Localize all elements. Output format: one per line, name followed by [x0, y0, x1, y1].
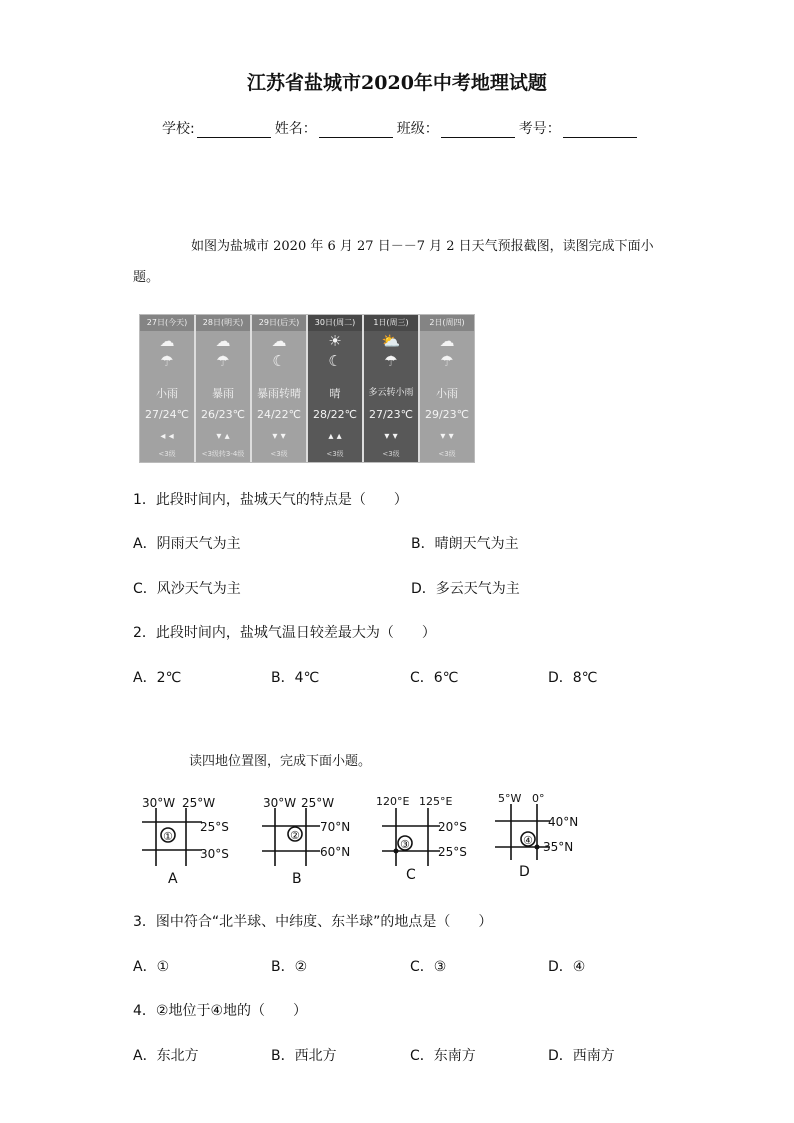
q2-option-c[interactable]: C．6℃	[410, 670, 459, 686]
question-4-stem: 4．②地位于④地的（ ）	[133, 1003, 308, 1019]
forecast-condition: 暴雨	[212, 387, 234, 400]
forecast-condition: 小雨	[156, 387, 178, 400]
rain-icon: ☁	[271, 332, 287, 350]
question-2-stem: 2．此段时间内，盐城气温日较差最大为（ ）	[133, 625, 436, 641]
wind-direction-icon: ▾ ▾	[384, 431, 398, 442]
forecast-temp: 28/22℃	[312, 408, 358, 421]
map-c-label: C	[406, 867, 416, 883]
map-a-lon1: 30°W	[142, 796, 176, 810]
school-blank[interactable]	[197, 121, 271, 138]
map-a-lon2: 25°W	[182, 796, 216, 810]
class-label: 班级：	[396, 121, 439, 137]
intro-2: 读四地位置图，完成下面小题。	[189, 754, 372, 769]
forecast-day	[196, 315, 250, 462]
q1-option-d[interactable]: D．多云天气为主	[411, 581, 520, 597]
forecast-temp: 27/24℃	[144, 408, 190, 421]
map-d-lon2: 0°	[532, 792, 545, 805]
forecast-day	[364, 315, 418, 462]
rain-icon: ☂	[216, 352, 230, 370]
forecast-day	[420, 315, 474, 462]
wind-direction-icon: ▴ ▴	[328, 431, 342, 442]
wind-level: <3级	[158, 450, 176, 458]
question-1-stem: 1．此段时间内，盐城天气的特点是（ ）	[133, 492, 408, 508]
map-d-lat1: 40°N	[548, 815, 579, 829]
map-a-lat2: 30°S	[200, 847, 229, 861]
forecast-date: 29日(后天)	[252, 315, 306, 331]
q3-option-d[interactable]: D．④	[548, 959, 586, 975]
rain-icon: ☂	[440, 352, 454, 370]
forecast-condition: 小雨	[436, 387, 458, 400]
q4-option-b[interactable]: B．西北方	[271, 1048, 337, 1064]
map-b-lat2: 60°N	[320, 845, 351, 859]
q4-option-c[interactable]: C．东南方	[410, 1048, 476, 1064]
q3-option-c[interactable]: C．③	[410, 959, 447, 975]
moon-icon: ☾	[272, 352, 286, 370]
map-a-point-label: ①	[163, 830, 173, 843]
q3-option-a[interactable]: A．①	[133, 959, 170, 975]
wind-level: <3级	[270, 450, 288, 458]
forecast-date: 30日(周二)	[308, 315, 362, 331]
student-info-row	[162, 118, 641, 138]
wind-direction-icon: ▾ ▴	[216, 431, 230, 442]
q2-option-b[interactable]: B．4℃	[271, 670, 320, 686]
map-d-lon1: 5°W	[498, 792, 522, 805]
wind-level: <3级	[438, 450, 456, 458]
map-b-point-label: ②	[290, 829, 300, 842]
weather-forecast-figure	[139, 314, 475, 463]
forecast-date: 1日(周三)	[364, 315, 418, 331]
map-b-lon1: 30°W	[263, 796, 297, 810]
q1-option-c[interactable]: C．风沙天气为主	[133, 581, 241, 597]
moon-icon: ☾	[328, 352, 342, 370]
name-blank[interactable]	[319, 121, 393, 138]
q2-option-d[interactable]: D．8℃	[548, 670, 598, 686]
forecast-temp: 24/22℃	[256, 408, 302, 421]
rain-icon: ☁	[159, 332, 175, 350]
intro-1-line-1: 如图为盐城市 2020 年 6 月 27 日－－7 月 2 日天气预报截图，读图完成下面小	[191, 239, 654, 254]
forecast-temp: 26/23℃	[200, 408, 246, 421]
forecast-temp: 27/23℃	[368, 408, 414, 421]
map-d-point-label: ④	[523, 834, 533, 847]
question-3-stem: 3．图中符合“北半球、中纬度、东半球”的地点是（ ）	[133, 914, 493, 930]
name-label: 姓名：	[274, 121, 317, 137]
q4-option-d[interactable]: D．西南方	[548, 1048, 615, 1064]
sun-icon: ☀	[328, 332, 342, 350]
exam-no-blank[interactable]	[563, 121, 637, 138]
map-c-lat2: 25°S	[438, 845, 467, 859]
forecast-day	[140, 315, 194, 462]
map-a-lat1: 25°S	[200, 820, 229, 834]
q1-option-b[interactable]: B．晴朗天气为主	[411, 536, 519, 552]
forecast-day	[252, 315, 306, 462]
forecast-date: 27日(今天)	[140, 315, 194, 331]
forecast-day	[308, 315, 362, 462]
wind-level: <3级	[326, 450, 344, 458]
map-c-lon1: 120°E	[376, 795, 410, 808]
exam-no-label: 考号：	[518, 121, 561, 137]
location-maps-figure	[130, 788, 630, 888]
rain-icon: ☂	[160, 352, 174, 370]
q1-option-a[interactable]: A．阴雨天气为主	[133, 536, 241, 552]
wind-level: <3级	[382, 450, 400, 458]
forecast-condition: 多云转小雨	[368, 388, 414, 398]
map-c-point-label: ③	[400, 838, 410, 851]
map-c-lat1: 20°S	[438, 820, 467, 834]
partly-cloudy-icon: ⛅	[381, 332, 401, 350]
rain-icon: ☁	[439, 332, 455, 350]
rain-icon: ☂	[384, 352, 398, 370]
rain-icon: ☁	[215, 332, 231, 350]
forecast-temp: 29/23℃	[424, 408, 470, 421]
map-d-lat2: 35°N	[543, 840, 574, 854]
map-a-label: A	[168, 871, 178, 887]
map-b-label: B	[292, 871, 302, 887]
forecast-date: 2日(周四)	[420, 315, 474, 331]
q2-option-a[interactable]: A．2℃	[133, 670, 182, 686]
intro-1-line-2: 题。	[133, 270, 160, 285]
class-blank[interactable]	[441, 121, 515, 138]
map-d-intersection-dot	[535, 845, 540, 850]
map-c-intersection-dot	[394, 849, 399, 854]
forecast-condition: 暴雨转晴	[257, 387, 301, 400]
wind-level: <3级转3-4级	[201, 450, 245, 458]
wind-direction-icon: ◂ ◂	[160, 431, 174, 442]
map-b-lon2: 25°W	[301, 796, 335, 810]
q4-option-a[interactable]: A．东北方	[133, 1048, 199, 1064]
wind-direction-icon: ▾ ▾	[272, 431, 286, 442]
forecast-condition: 晴	[329, 387, 341, 400]
q3-option-b[interactable]: B．②	[271, 959, 308, 975]
map-d-label: D	[519, 864, 530, 880]
wind-direction-icon: ▾ ▾	[440, 431, 454, 442]
forecast-date: 28日(明天)	[196, 315, 250, 331]
map-c-lon2: 125°E	[419, 795, 453, 808]
map-b-lat1: 70°N	[320, 820, 351, 834]
page-title: 江苏省盐城市2020年中考地理试题	[247, 72, 547, 94]
school-label: 学校:	[162, 121, 195, 137]
